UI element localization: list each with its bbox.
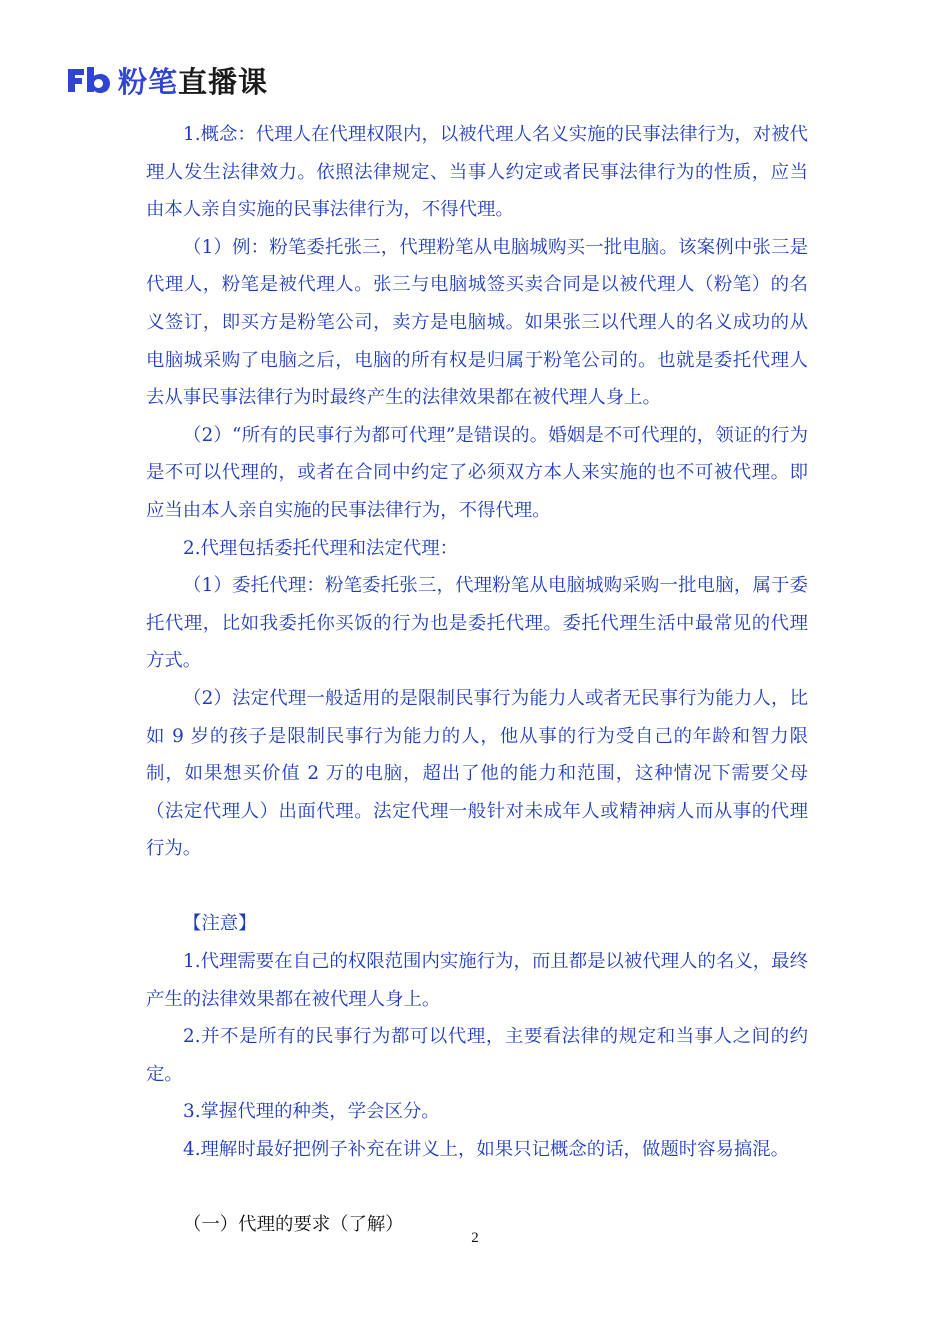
- logo-text: [118, 60, 268, 101]
- spacer: [146, 1169, 808, 1207]
- logo-brand: 粉笔: [118, 64, 179, 99]
- note-item: 3.掌握代理的种类，学会区分。: [183, 1101, 440, 1123]
- paragraph-concept: 1.概念：代理人在代理权限内，以被代理人名义实施的民事法律行为，对被代理人发生法律效力。依照法律规定、当事人约定或者民事法律行为的性质，应当由本人亲自实施的民事法律行为，不得代理。: [146, 124, 808, 221]
- paragraph-example: （1）例：粉笔委托张三，代理粉笔从电脑城购买一批电脑。该案例中张三是代理人，粉笔是被代理人。张三与电脑城签买卖合同是以被代理人（粉笔）的名义签订，即买方是粉笔公司，卖方是电脑城。如果张三以代理人的名义成功的从电脑城采购了电脑之后，电脑的所有权是归属于粉笔公司的。也就是委托代理人去从事民事法律行为时最终产生的法律效果都在被代理人身上。: [146, 236, 808, 409]
- note-item: 4.理解时最好把例子补充在讲义上，如果只记概念的话，做题时容易搞混。: [183, 1139, 790, 1161]
- logo-suffix: 直播课: [178, 64, 269, 99]
- paragraph-agency-types: 2.代理包括委托代理和法定代理：: [183, 537, 459, 559]
- fb-logo-icon: [66, 65, 112, 95]
- note-item: 2.并不是所有的民事行为都可以代理，主要看法律的规定和当事人之间的约定。: [146, 1026, 808, 1085]
- note-item: 1.代理需要在自己的权限范围内实施行为，而且都是以被代理人的名义，最终产生的法律效果都在被代理人身上。: [146, 951, 808, 1010]
- brand-logo: [66, 62, 268, 98]
- spacer: [146, 868, 808, 906]
- paragraph-statutory-agency: （2）法定代理一般适用的是限制民事行为能力人或者无民事行为能力人，比如 9 岁的孩子是限制民事行为能力的人，他从事的行为受自己的年龄和智力限制，如果想买价值 2 万的电脑，超出了他的能力和范围，这种情况下需要父母（法定代理人）出面代理。法定代理一般针对未成年人或精神病人而从事的代理行为。: [146, 687, 808, 860]
- document-body: [146, 116, 808, 1244]
- note-heading: 【注意】: [183, 913, 257, 935]
- section-heading: （一）代理的要求（了解）: [183, 1214, 404, 1236]
- page-number: 2: [471, 1230, 479, 1246]
- paragraph-non-delegable: （2）“所有的民事行为都可代理”是错误的。婚姻是不可代理的，领证的行为是不可以代理的，或者在合同中约定了必须双方本人来实施的也不可被代理。即应当由本人亲自实施的民事法律行为，不得代理。: [146, 424, 808, 521]
- paragraph-entrusted-agency: （1）委托代理：粉笔委托张三，代理粉笔从电脑城购采购一批电脑，属于委托代理，比如我委托你买饭的行为也是委托代理。委托代理生活中最常见的代理方式。: [146, 575, 808, 672]
